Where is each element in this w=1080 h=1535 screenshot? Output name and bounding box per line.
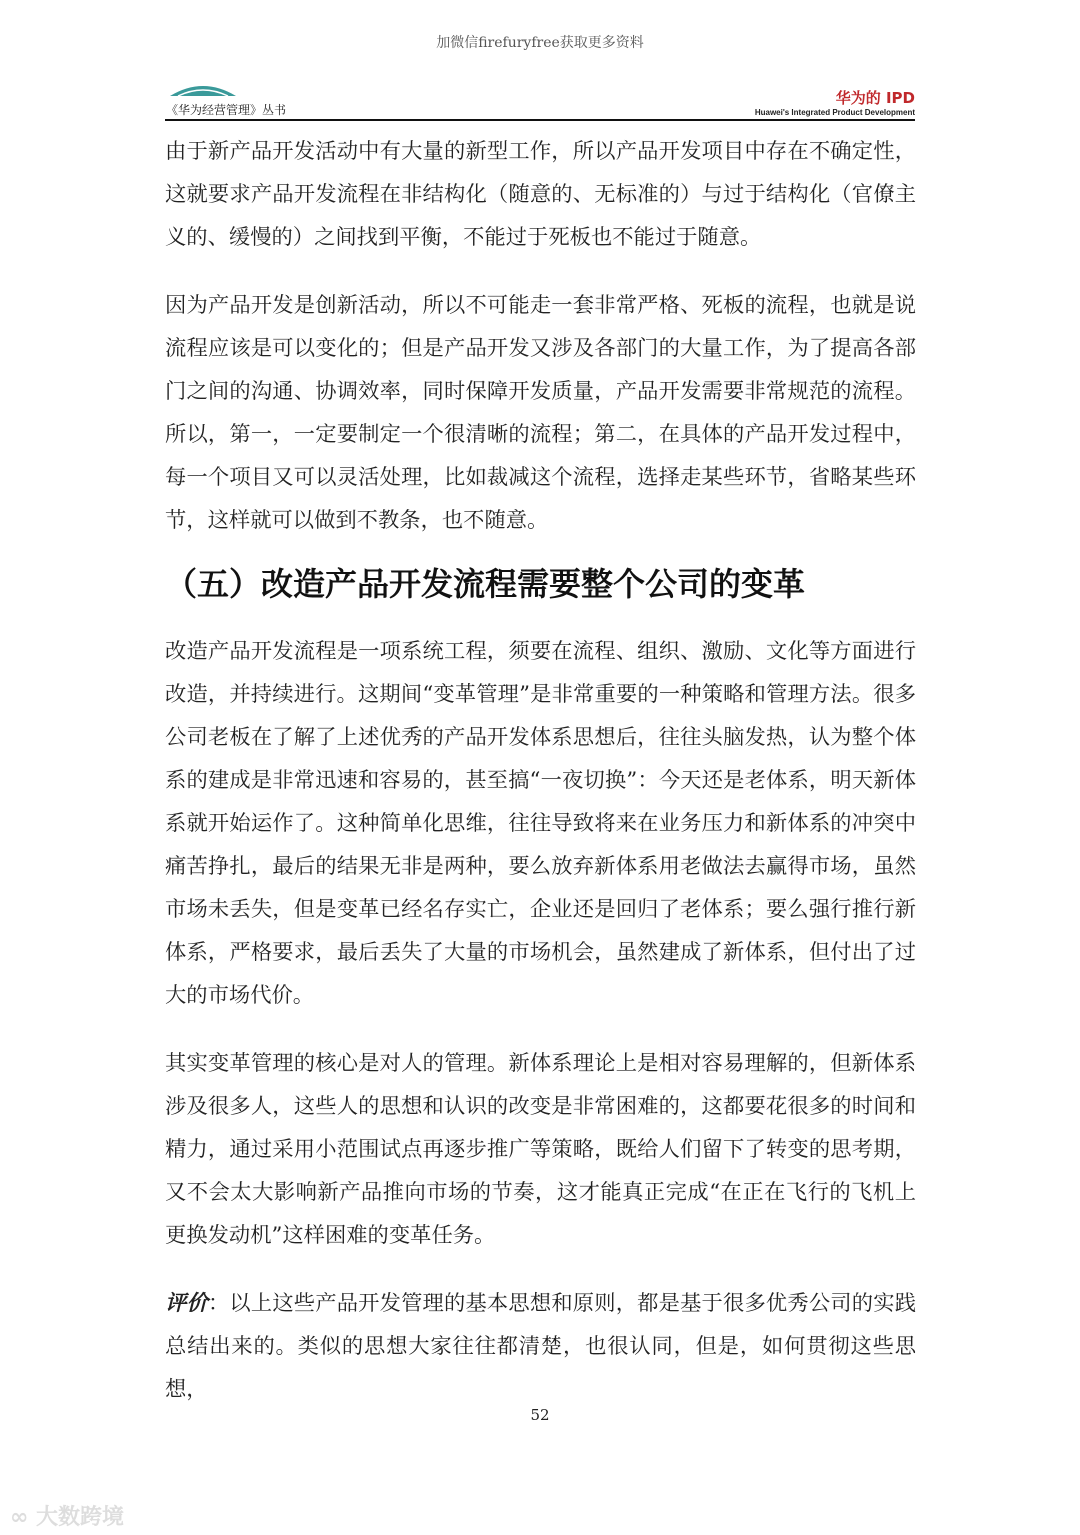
paragraph: 因为产品开发是创新活动，所以不可能走一套非常严格、死板的流程，也就是说流程应该是可以变化的；但是产品开发又涉及各部门的大量工作，为了提高各部门之间的沟通、协调效率，同时保障开发质量，产品开发需要非常规范的流程。所以，第一，一定要制定一个很清晰的流程；第二，在具体的产品开发过程中，每一个项目又可以灵活处理，比如裁减这个流程，选择走某些环节，省略某些环节，这样就可以做到不教条，也不随意。	[165, 293, 916, 533]
page-body	[165, 130, 916, 1411]
brand-subtitle: Huawei's Integrated Product Development	[754, 108, 915, 117]
book-series-title: 《华为经营管理》丛书	[166, 103, 287, 117]
paragraph: 改造产品开发流程是一项系统工程，须要在流程、组织、激励、文化等方面进行改造，并持续进行。这期间“变革管理”是非常重要的一种策略和管理方法。很多公司老板在了解了上述优秀的产品开发体系思想后，往往头脑发热，认为整个体系的建成是非常迅速和容易的，甚至搞“一夜切换”：今天还是老体系，明天新体系就开始运作了。这种简单化思维，往往导致将来在业务压力和新体系的冲突中痛苦挣扎，最后的结果无非是两种，要么放弃新体系用老做法去赢得市场，虽然市场未丢失，但是变革已经名存实亡，企业还是回归了老体系；要么强行推行新体系，严格要求，最后丢失了大量的市场机会，虽然建成了新体系，但付出了过大的市场代价。	[165, 639, 916, 1008]
brand-block	[755, 87, 915, 117]
top-watermark: 加微信firefuryfree获取更多资料	[436, 35, 644, 51]
bottom-watermark: ∞ 大数跨境	[10, 1505, 125, 1530]
page-number: 52	[530, 1406, 550, 1424]
bottom-watermark-text: 大数跨境	[36, 1505, 125, 1530]
evaluation-text: ：以上这些产品开发管理的基本思想和原则，都是基于很多优秀公司的实践总结出来的。类似的思想大家往往都清楚，也很认同，但是，如何贯彻这些思想，	[165, 1291, 916, 1402]
paragraph: 由于新产品开发活动中有大量的新型工作，所以产品开发项目中存在不确定性，这就要求产品开发流程在非结构化（随意的、无标准的）与过于结构化（官僚主义的、缓慢的）之间找到平衡，不能过于死板也不能过于随意。	[165, 139, 916, 250]
brand-title: 华为的 IPD	[835, 89, 915, 107]
series-logo-icon	[168, 80, 238, 98]
paragraph: 其实变革管理的核心是对人的管理。新体系理论上是相对容易理解的，但新体系涉及很多人，这些人的思想和认识的改变是非常困难的，这都要花很多的时间和精力，通过采用小范围试点再逐步推广等策略，既给人们留下了转变的思考期，又不会太大影响新产品推向市场的节奏，这才能真正完成“在正在飞行的飞机上更换发动机”这样困难的变革任务。	[165, 1051, 916, 1248]
header-divider	[165, 119, 915, 121]
evaluation-paragraph	[165, 1282, 916, 1411]
evaluation-label: 评价	[165, 1291, 208, 1316]
section-heading: （五）改造产品开发流程需要整个公司的变革	[165, 565, 806, 603]
